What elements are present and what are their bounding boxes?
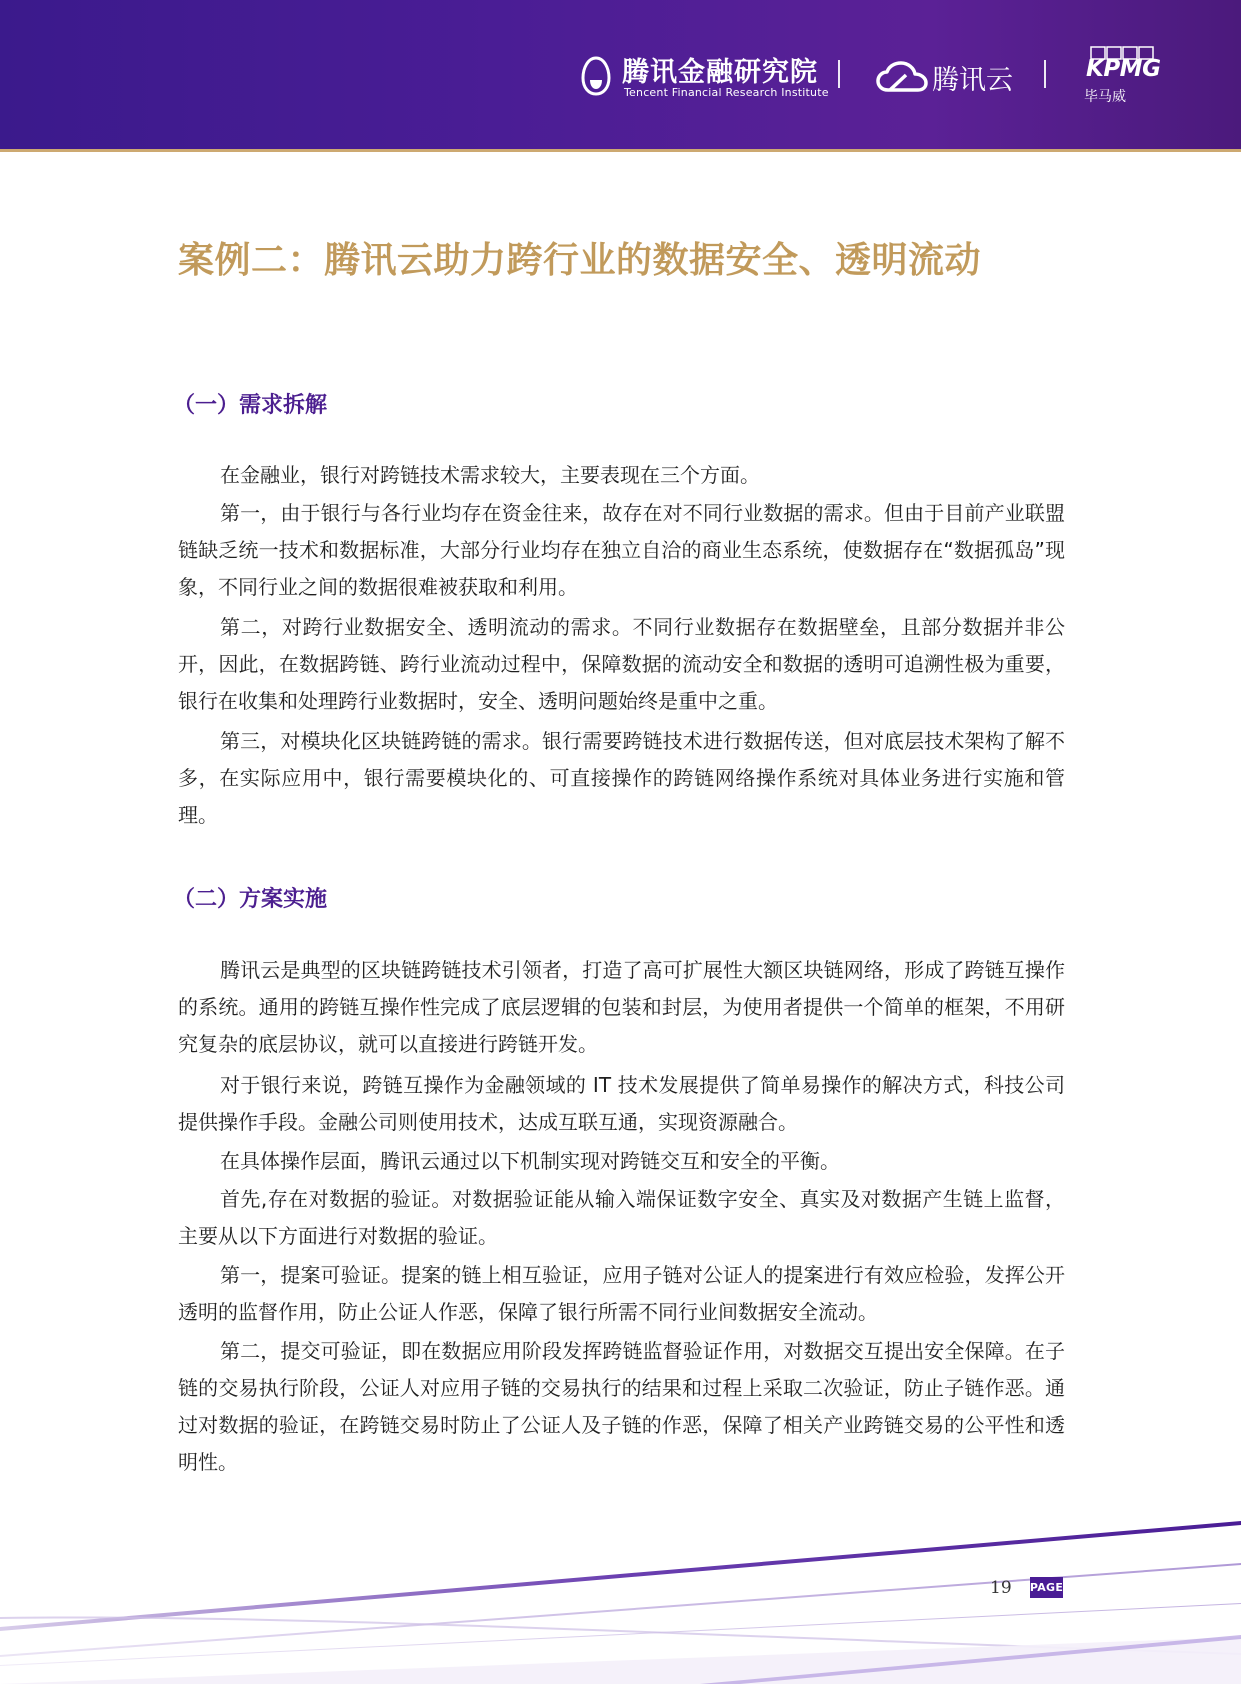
footer-decoration [0,1515,1241,1684]
paragraph: 第一，提案可验证。提案的链上相互验证，应用子链对公证人的提案进行有效应检验，发挥公开透明的监督作用，防止公证人作恶，保障了银行所需不同行业间数据安全流动。 [178,1263,1065,1324]
header-gold-rule [0,149,1241,152]
paragraph: 首先,存在对数据的验证。对数据验证能从输入端保证数字安全、真实及对数据产生链上监督，主要从以下方面进行对数据的验证。 [178,1187,1065,1248]
paragraph: 第二，对跨行业数据安全、透明流动的需求。不同行业数据存在数据壁垒，且部分数据并非公开，因此，在数据跨链、跨行业流动过程中，保障数据的流动安全和数据的透明可追溯性极为重要，银行在收集和处理跨行业数据时，安全、透明问题始终是重中之重。 [178,615,1065,713]
paragraph: 对于银行来说，跨链互操作为金融领域的 IT 技术发展提供了简单易操作的解决方式，科技公司提供操作手段。金融公司则使用技术，达成互联互通，实现资源融合。 [178,1073,1065,1134]
paragraph: 第一，由于银行与各行业均存在资金往来，故存在对不同行业数据的需求。但由于目前产业联盟链缺乏统一技术和数据标准，大部分行业均存在独立自洽的商业生态系统，使数据存在“数据孤岛”现象，不同行业之间的数据很难被获取和利用。 [178,501,1065,599]
kpmg-logo [1084,46,1184,106]
section-heading-implementation: （二）方案实施 [173,887,328,912]
page-number: 19 [990,1578,1012,1598]
paragraph: 在具体操作层面，腾讯云通过以下机制实现对跨链交互和安全的平衡。 [220,1149,840,1173]
header-band [0,0,1241,149]
tfri-name-en: Tencent Financial Research Institute [624,86,829,99]
paragraph: 第二，提交可验证，即在数据应用阶段发挥跨链监督验证作用，对数据交互提出安全保障。在子链的交易执行阶段，公证人对应用子链的交易执行的结果和过程上采取二次验证，防止子链作恶。通过对数据的验证，在跨链交易时防止了公证人及子链的作恶，保障了相关产业跨链交易的公平性和透明性。 [178,1339,1065,1474]
kpmg-wordmark: KPMG [1086,56,1161,82]
paragraph: 第三，对模块化区块链跨链的需求。银行需要跨链技术进行数据传送，但对底层技术架构了解不多，在实际应用中，银行需要模块化的、可直接操作的跨链网络操作系统对具体业务进行实施和管理。 [178,729,1065,827]
tencent-egg-icon [580,56,612,96]
tfri-name-cn: 腾讯金融研究院 [622,57,818,88]
paragraph: 腾讯云是典型的区块链跨链技术引领者，打造了高可扩展性大额区块链网络，形成了跨链互操作的系统。通用的跨链互操作性完成了底层逻辑的包装和封层，为使用者提供一个简单的框架，不用研究复杂的底层协议，就可以直接进行跨链开发。 [178,958,1065,1056]
logo-separator [1044,60,1046,88]
tencent-cloud-name: 腾讯云 [932,65,1013,96]
page-label-badge: PAGE [1030,1577,1063,1598]
logo-separator [838,60,840,88]
tencent-financial-research-logo [580,50,829,106]
cloud-icon [876,60,928,94]
tencent-cloud-logo [876,56,1016,100]
paragraph: 在金融业，银行对跨链技术需求较大，主要表现在三个方面。 [220,463,760,487]
page-title: 案例二：腾讯云助力跨行业的数据安全、透明流动 [178,240,982,281]
kpmg-name-cn: 毕马威 [1084,89,1126,105]
section-heading-requirements: （一）需求拆解 [173,393,328,418]
